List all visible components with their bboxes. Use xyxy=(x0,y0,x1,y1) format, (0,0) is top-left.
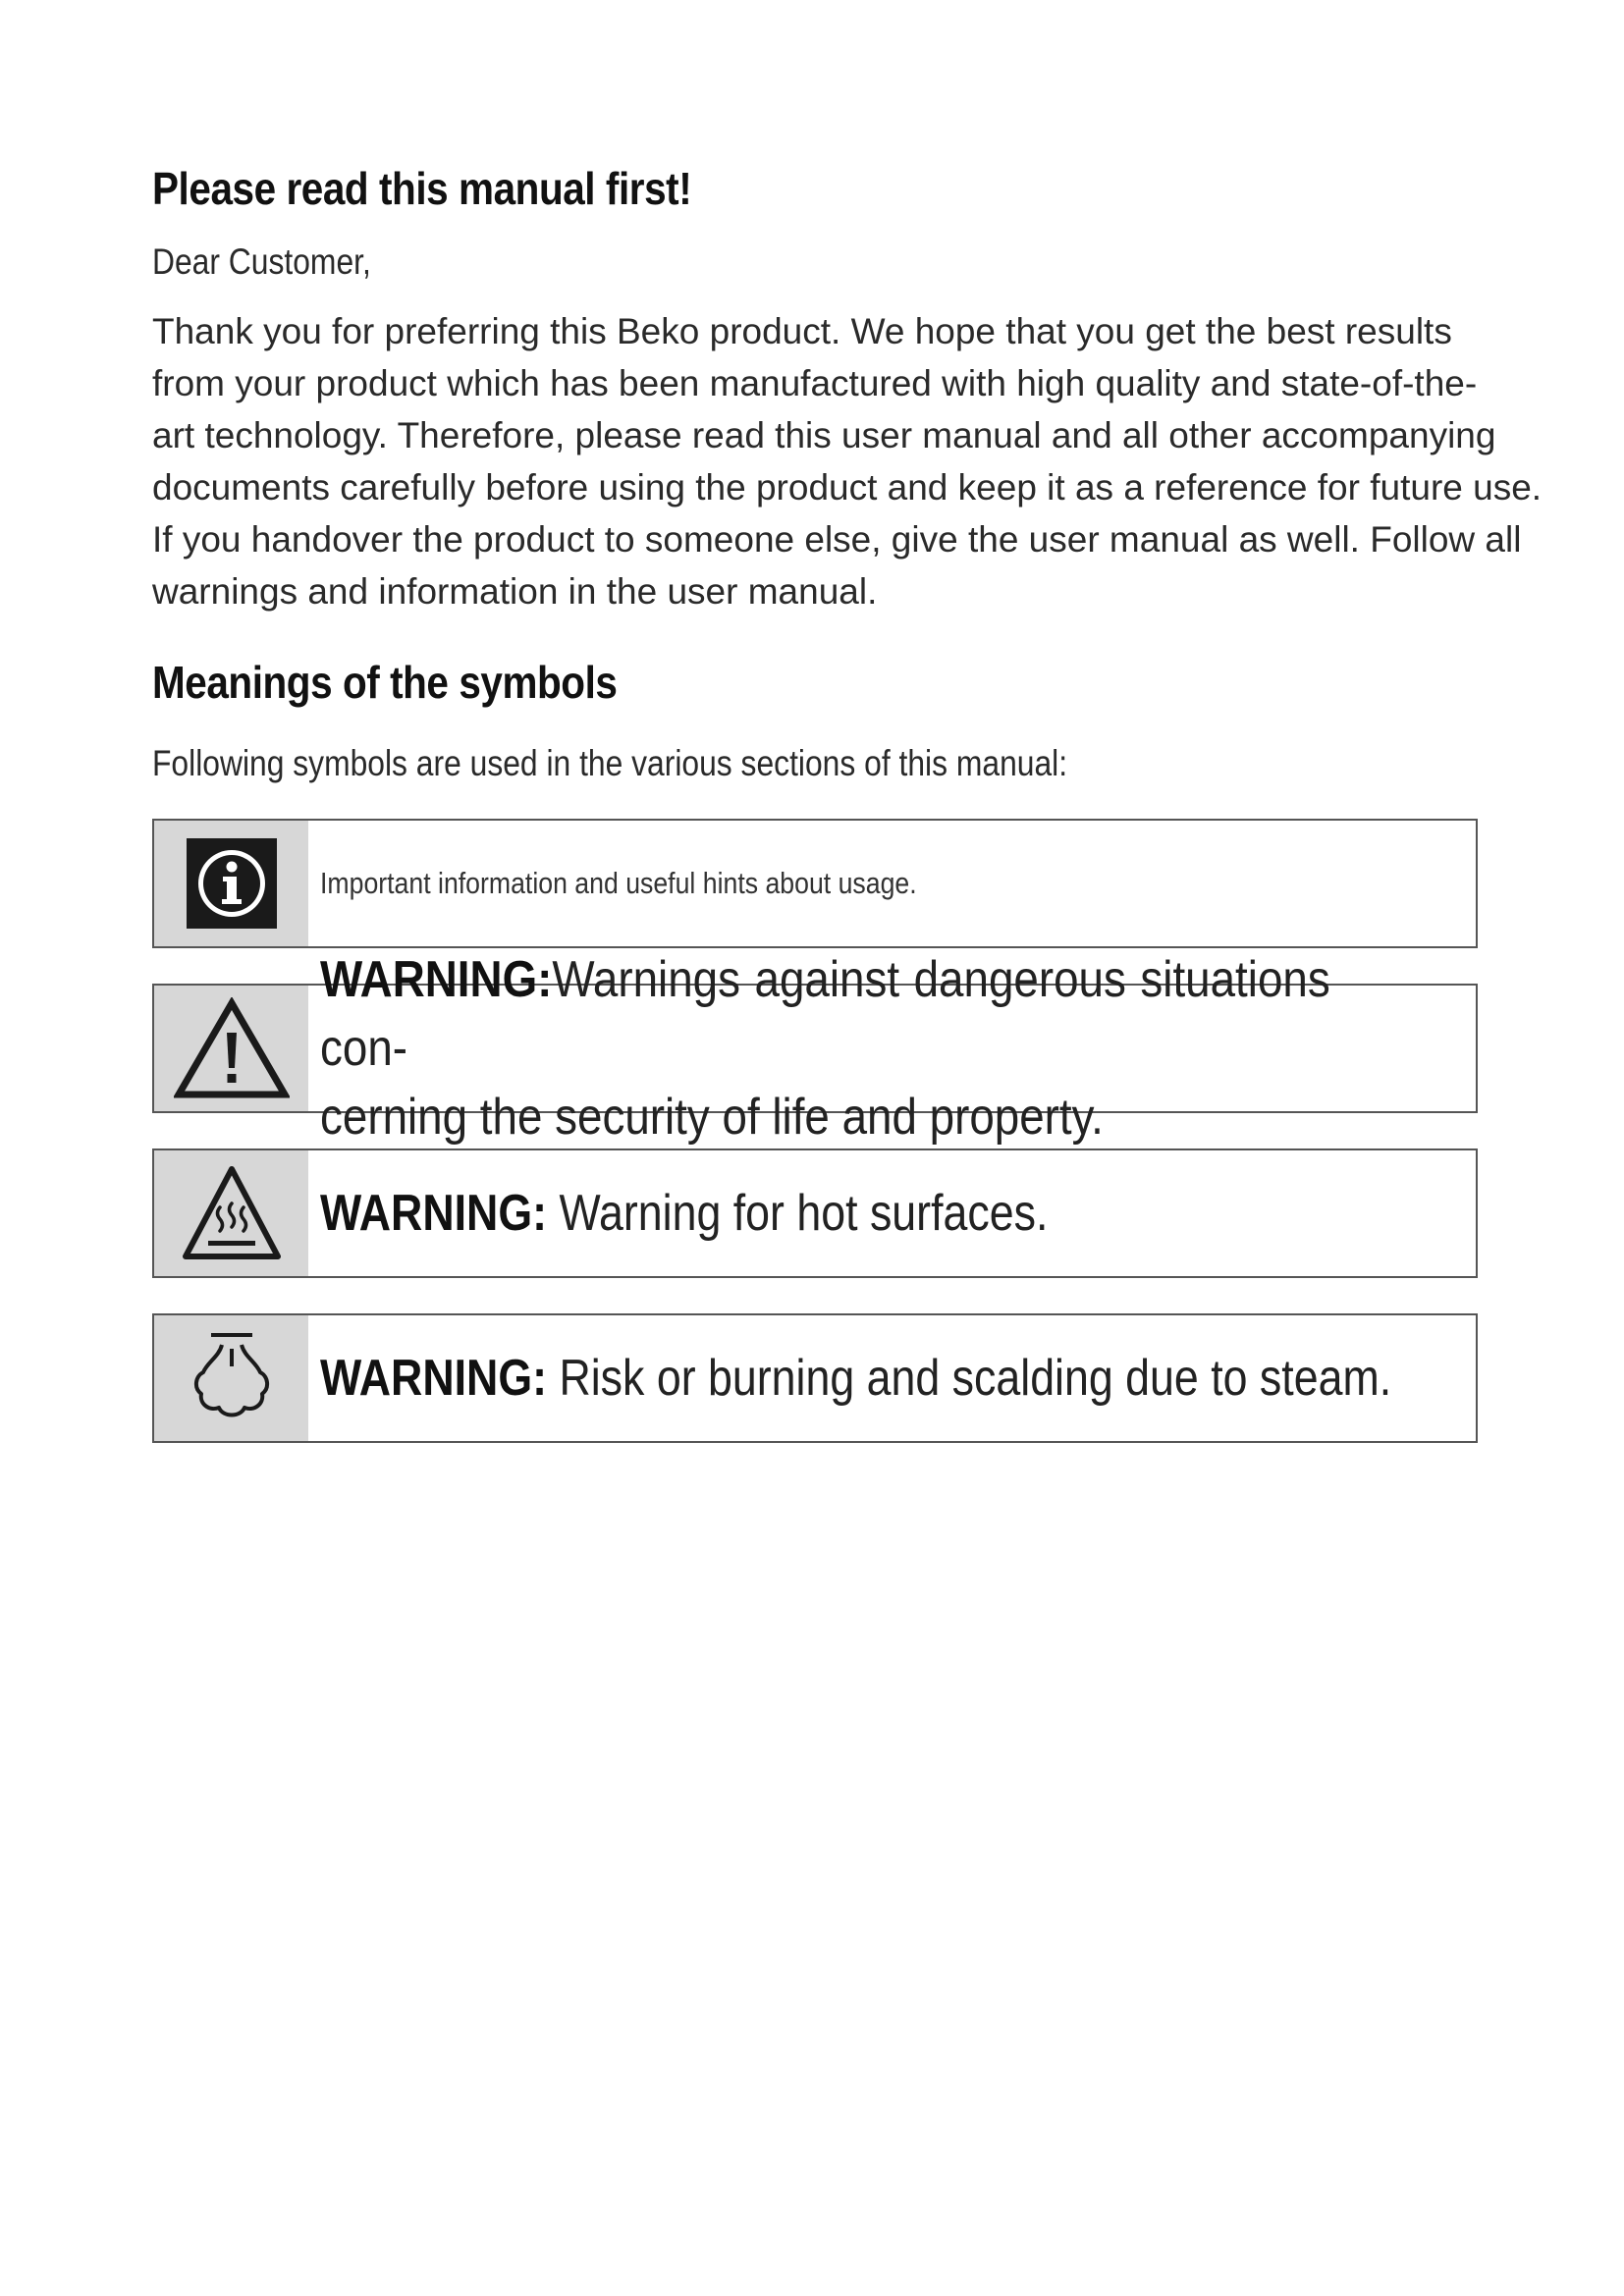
hot-surface-text xyxy=(320,1179,1048,1248)
intro-line xyxy=(152,565,1478,617)
icon-cell xyxy=(154,821,308,946)
icon-cell xyxy=(154,1315,308,1441)
hot-surface-message: Warning for hot surfaces. xyxy=(547,1185,1049,1242)
warning-label: WARNING: xyxy=(320,951,553,1008)
intro-line-text: If you handover the product to someone else, give the user manual as well. Follow all xyxy=(152,519,1522,560)
intro-line xyxy=(152,513,1522,565)
intro-line-text: Thank you for preferring this Beko product. We hope that you get the best results xyxy=(152,311,1452,351)
warning-text xyxy=(320,945,1330,1151)
warning-line-1 xyxy=(320,945,1330,1083)
intro-line-text: art technology. Therefore, please read this user manual and all other accompanying xyxy=(152,415,1496,455)
section-heading-symbols: Meanings of the symbols xyxy=(152,657,618,708)
warning-line-1-text: Warnings against dangerous situations con- xyxy=(320,951,1330,1077)
info-text: Important information and useful hints about usage. xyxy=(320,866,917,900)
page-title: Please read this manual first! xyxy=(152,163,692,214)
symbols-lead-text: Following symbols are used in the various sections of this manual: xyxy=(152,743,1068,783)
icon-cell xyxy=(154,1150,308,1276)
intro-line xyxy=(152,305,1478,357)
warning-label: WARNING: xyxy=(320,1350,548,1407)
intro-line-text: documents carefully before using the product and keep it as a reference for future use. xyxy=(152,467,1543,507)
text-cell xyxy=(308,1150,1476,1276)
symbol-box-hot-surface xyxy=(152,1148,1478,1278)
info-icon xyxy=(187,838,277,929)
symbols-lead xyxy=(152,737,1478,789)
steam-icon xyxy=(188,1327,276,1429)
intro-line xyxy=(152,357,1478,409)
greeting-text: Dear Customer, xyxy=(152,241,371,282)
warning-triangle-icon xyxy=(174,997,290,1099)
text-cell xyxy=(308,951,1476,1146)
manual-page xyxy=(152,157,1543,1443)
hot-surface-icon xyxy=(181,1164,283,1262)
steam-text xyxy=(320,1344,1391,1413)
symbol-box-info xyxy=(152,819,1478,948)
warning-line-2: cerning the security of life and property. xyxy=(320,1089,1104,1146)
icon-cell xyxy=(154,986,308,1111)
symbol-box-steam xyxy=(152,1313,1478,1443)
intro-line xyxy=(152,461,1543,513)
text-cell xyxy=(308,1315,1574,1441)
intro-paragraph xyxy=(152,305,1543,617)
intro-line-text: from your product which has been manufactured with high quality and state-of-the- xyxy=(152,363,1478,403)
intro-line xyxy=(152,409,1496,461)
intro-line-text: warnings and information in the user manual. xyxy=(152,571,878,612)
text-cell xyxy=(308,821,1476,946)
symbol-box-warning xyxy=(152,951,1478,1146)
steam-message: Risk or burning and scalding due to steam. xyxy=(547,1350,1392,1407)
greeting xyxy=(152,236,1478,288)
warning-label: WARNING: xyxy=(320,1185,548,1242)
